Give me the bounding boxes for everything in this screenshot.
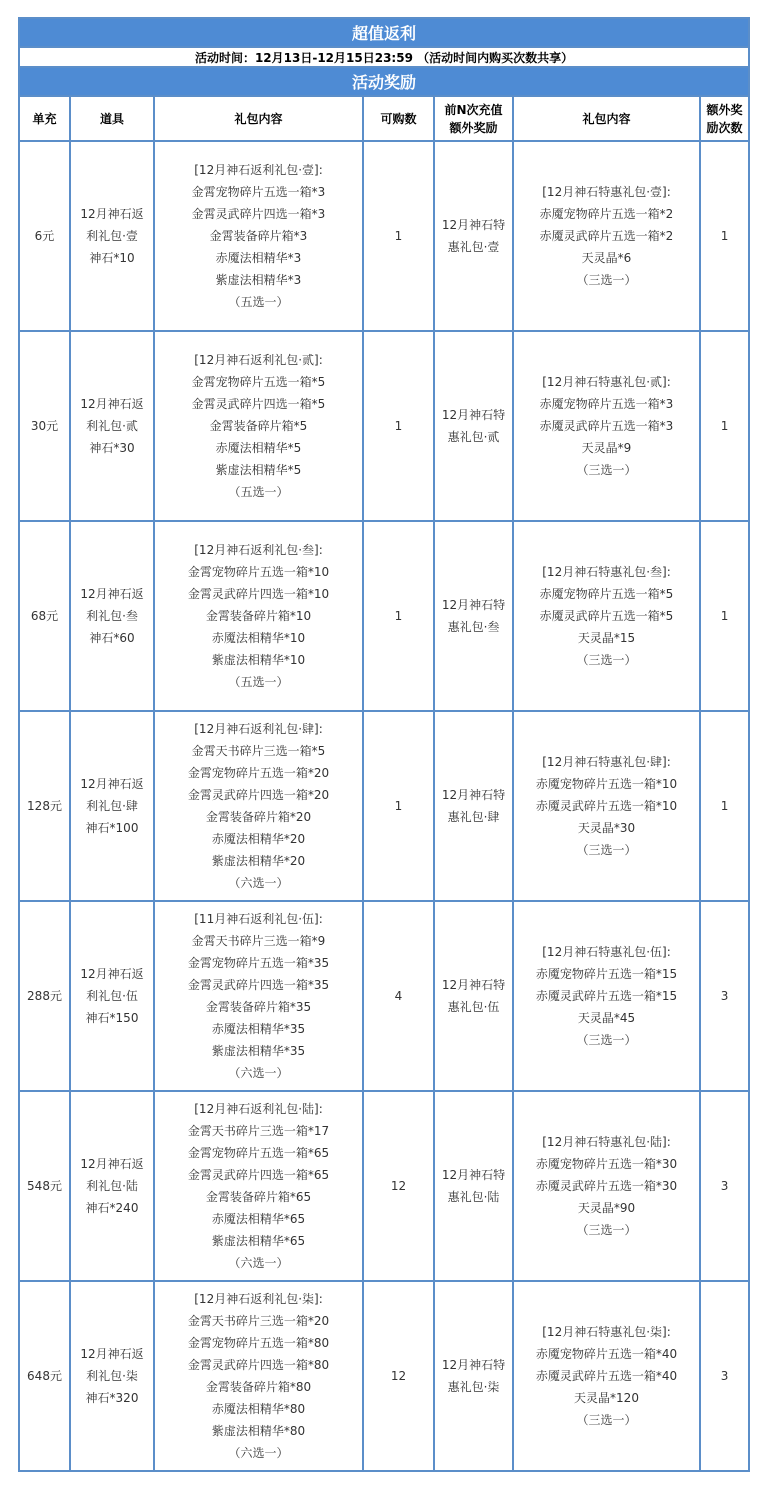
cell-extra-pack-content-line: （三选一） [576,1223,637,1237]
cell-charge: 648元 [19,1281,70,1471]
cell-extra-item [434,521,513,711]
cell-extra-pack-content-line: [12月神石特惠礼包·贰]: [542,375,671,389]
cell-item [70,1091,154,1281]
cell-pack-content-line: 金霄装备碎片箱*10 [205,609,312,623]
cell-pack-content [154,1091,363,1281]
cell-extra-item-line: 12月神石特 [441,978,506,992]
cell-pack-content-line: [12月神石返利礼包·贰]: [194,353,323,367]
cell-extra-pack-content [513,521,700,711]
table-row [19,331,749,521]
cell-pack-content-line: 金霄天书碎片三选一箱*20 [187,1314,330,1328]
cell-pack-content-line: 金霄宠物碎片五选一箱*35 [187,956,330,970]
cell-item-line: 利礼包·柒 [86,1369,138,1383]
cell-extra-pack-content-line: [12月神石特惠礼包·肆]: [542,755,671,769]
cell-extra-pack-content-line: 赤魇灵武碎片五选一箱*5 [539,609,674,623]
cell-extra-pack-content-line: （三选一） [576,1413,637,1427]
cell-extra-pack-content [513,711,700,901]
cell-item [70,901,154,1091]
cell-pack-content-line: 紫虚法相精华*5 [215,463,302,477]
cell-extra-pack-content [513,1281,700,1471]
cell-item-line: 12月神石返 [80,1347,144,1361]
header-item: 道具 [70,96,154,141]
cell-pack-content-line: 金霄宠物碎片五选一箱*80 [187,1336,330,1350]
cell-pack-content-line: 紫虚法相精华*3 [215,273,302,287]
cell-extra-item-line: 惠礼包·壹 [447,240,500,254]
cell-pack-content-line: 赤魇法相精华*35 [211,1022,306,1036]
cell-item [70,711,154,901]
cell-item-line: 神石*150 [85,1011,139,1025]
cell-pack-content [154,331,363,521]
banner-title: 超值返利 [19,18,749,47]
cell-item-line: 12月神石返 [80,967,144,981]
cell-charge: 6元 [19,141,70,331]
cell-extra-times: 1 [700,521,749,711]
cell-extra-times: 1 [700,331,749,521]
cell-pack-content-line: 金霄灵武碎片四选一箱*20 [187,788,330,802]
cell-buyable: 12 [363,1091,434,1281]
cell-buyable: 1 [363,141,434,331]
cell-item-line: 利礼包·壹 [86,229,138,243]
cell-pack-content-line: [12月神石返利礼包·壹]: [194,163,323,177]
cell-pack-content-line: （六选一） [228,876,289,890]
cell-extra-item-line: 12月神石特 [441,218,506,232]
cell-extra-pack-content [513,331,700,521]
cell-charge: 548元 [19,1091,70,1281]
cell-extra-pack-content-line: 天灵晶*9 [581,441,632,455]
cell-item-line: 神石*240 [85,1201,139,1215]
cell-extra-item-line: 12月神石特 [441,788,506,802]
table-row [19,901,749,1091]
cell-extra-pack-content-line: [12月神石特惠礼包·陆]: [542,1135,671,1149]
cell-item-line: 利礼包·叁 [86,609,138,623]
cell-pack-content-line: [12月神石返利礼包·肆]: [194,722,323,736]
cell-pack-content-line: （六选一） [228,1446,289,1460]
cell-extra-times: 1 [700,711,749,901]
cell-pack-content-line: 赤魇法相精华*5 [215,441,302,455]
cell-pack-content-line: 金霄天书碎片三选一箱*17 [187,1124,330,1138]
cell-item-line: 利礼包·伍 [86,989,138,1003]
cell-pack-content-line: 金霄宠物碎片五选一箱*5 [191,375,326,389]
cell-extra-item-line: 惠礼包·柒 [447,1380,500,1394]
cell-extra-pack-content-line: 赤魇灵武碎片五选一箱*15 [535,989,678,1003]
cell-pack-content-line: 金霄装备碎片箱*20 [205,810,312,824]
cell-extra-item-line: 惠礼包·贰 [447,430,500,444]
table-row [19,1281,749,1471]
cell-item-line: 神石*10 [89,251,135,265]
cell-item-line: 利礼包·贰 [86,419,138,433]
table-header-row [19,96,749,141]
cell-pack-content-line: 金霄装备碎片箱*35 [205,1000,312,1014]
rebate-table [18,17,750,1472]
cell-extra-times: 3 [700,1281,749,1471]
cell-pack-content-line: （五选一） [228,675,289,689]
cell-pack-content-line: [12月神石返利礼包·柒]: [194,1292,323,1306]
header-extra-reward [434,96,513,141]
cell-extra-pack-content-line: 赤魇宠物碎片五选一箱*10 [535,777,678,791]
header-extra-times [700,96,749,141]
cell-extra-pack-content-line: 赤魇宠物碎片五选一箱*3 [539,397,674,411]
table-row [19,1091,749,1281]
cell-pack-content-line: （六选一） [228,1256,289,1270]
cell-extra-pack-content-line: 天灵晶*45 [577,1011,636,1025]
cell-extra-pack-content [513,141,700,331]
cell-extra-item-line: 12月神石特 [441,408,506,422]
cell-item [70,1281,154,1471]
cell-extra-times: 3 [700,1091,749,1281]
cell-pack-content-line: 金霄灵武碎片四选一箱*35 [187,978,330,992]
cell-extra-pack-content-line: （三选一） [576,1033,637,1047]
cell-extra-item-line: 惠礼包·叁 [447,620,500,634]
cell-pack-content [154,521,363,711]
cell-extra-pack-content-line: 赤魇宠物碎片五选一箱*5 [539,587,674,601]
cell-extra-pack-content-line: 赤魇宠物碎片五选一箱*30 [535,1157,678,1171]
cell-pack-content-line: 金霄灵武碎片四选一箱*80 [187,1358,330,1372]
cell-pack-content-line: 赤魇法相精华*10 [211,631,306,645]
cell-pack-content-line: 金霄宠物碎片五选一箱*10 [187,565,330,579]
cell-pack-content-line: [11月神石返利礼包·伍]: [194,912,323,926]
cell-charge: 288元 [19,901,70,1091]
cell-item-line: 利礼包·陆 [86,1179,138,1193]
header-extra-reward-line1: 前N次充值 [444,102,503,117]
promo-table-container [18,17,748,1472]
cell-extra-times: 3 [700,901,749,1091]
cell-extra-pack-content-line: （三选一） [576,653,637,667]
cell-pack-content-line: [12月神石返利礼包·陆]: [194,1102,323,1116]
header-extra-times-line1: 额外奖 [706,102,743,117]
cell-pack-content-line: 赤魇法相精华*65 [211,1212,306,1226]
cell-pack-content [154,711,363,901]
cell-extra-pack-content-line: （三选一） [576,273,637,287]
cell-buyable: 1 [363,711,434,901]
cell-pack-content-line: 金霄灵武碎片四选一箱*5 [191,397,326,411]
cell-pack-content-line: [12月神石返利礼包·叁]: [194,543,323,557]
cell-pack-content-line: 紫虚法相精华*10 [211,653,306,667]
cell-extra-item-line: 惠礼包·肆 [447,810,500,824]
cell-extra-pack-content-line: 天灵晶*6 [581,251,632,265]
header-extra-reward-line2: 额外奖励 [449,120,498,135]
cell-pack-content-line: 紫虚法相精华*80 [211,1424,306,1438]
activity-time: 活动时间：12月13日-12月15日23:59 （活动时间内购买次数共享） [19,47,749,67]
cell-extra-item-line: 12月神石特 [441,1358,506,1372]
cell-item [70,331,154,521]
cell-item-line: 神石*100 [85,821,139,835]
cell-extra-pack-content-line: 天灵晶*30 [577,821,636,835]
cell-item-line: 利礼包·肆 [86,799,138,813]
cell-item [70,521,154,711]
cell-item-line: 12月神石返 [80,587,144,601]
cell-pack-content-line: 赤魇法相精华*3 [215,251,302,265]
cell-extra-item-line: 12月神石特 [441,598,506,612]
cell-extra-item [434,1091,513,1281]
cell-pack-content-line: 金霄宠物碎片五选一箱*3 [191,185,326,199]
cell-buyable: 12 [363,1281,434,1471]
table-row [19,141,749,331]
cell-pack-content [154,141,363,331]
cell-item-line: 12月神石返 [80,397,144,411]
cell-pack-content-line: （五选一） [228,295,289,309]
cell-pack-content-line: 金霄装备碎片箱*65 [205,1190,312,1204]
cell-extra-pack-content-line: 赤魇灵武碎片五选一箱*30 [535,1179,678,1193]
cell-extra-pack-content-line: 赤魇宠物碎片五选一箱*15 [535,967,678,981]
cell-extra-item [434,901,513,1091]
table-row [19,711,749,901]
cell-extra-pack-content [513,1091,700,1281]
cell-item-line: 12月神石返 [80,777,144,791]
cell-extra-pack-content-line: 赤魇灵武碎片五选一箱*3 [539,419,674,433]
cell-extra-pack-content-line: 天灵晶*120 [574,1391,639,1405]
cell-buyable: 4 [363,901,434,1091]
cell-pack-content-line: 金霄天书碎片三选一箱*5 [191,744,326,758]
cell-pack-content [154,901,363,1091]
cell-pack-content-line: 金霄天书碎片三选一箱*9 [191,934,326,948]
cell-pack-content-line: 金霄灵武碎片四选一箱*10 [187,587,330,601]
cell-pack-content-line: （六选一） [228,1066,289,1080]
cell-extra-pack-content-line: 赤魇灵武碎片五选一箱*40 [535,1369,678,1383]
cell-extra-pack-content-line: 赤魇宠物碎片五选一箱*40 [535,1347,678,1361]
cell-extra-pack-content [513,901,700,1091]
cell-extra-pack-content-line: 天灵晶*15 [577,631,636,645]
section-title: 活动奖励 [19,67,749,96]
cell-extra-item-line: 12月神石特 [441,1168,506,1182]
cell-charge: 68元 [19,521,70,711]
cell-extra-pack-content-line: [12月神石特惠礼包·伍]: [542,945,671,959]
cell-charge: 30元 [19,331,70,521]
cell-extra-item [434,1281,513,1471]
cell-pack-content-line: 金霄装备碎片箱*5 [209,419,308,433]
cell-pack-content-line: 金霄装备碎片箱*80 [205,1380,312,1394]
cell-buyable: 1 [363,331,434,521]
cell-pack-content-line: 金霄宠物碎片五选一箱*20 [187,766,330,780]
cell-pack-content-line: 赤魇法相精华*20 [211,832,306,846]
cell-buyable: 1 [363,521,434,711]
cell-extra-item [434,711,513,901]
cell-extra-pack-content-line: 天灵晶*90 [577,1201,636,1215]
cell-pack-content-line: 金霄灵武碎片四选一箱*3 [191,207,326,221]
cell-pack-content-line: 金霄装备碎片箱*3 [209,229,308,243]
cell-extra-pack-content-line: [12月神石特惠礼包·壹]: [542,185,671,199]
cell-extra-pack-content-line: 赤魇宠物碎片五选一箱*2 [539,207,674,221]
cell-item [70,141,154,331]
cell-charge: 128元 [19,711,70,901]
cell-pack-content-line: 金霄宠物碎片五选一箱*65 [187,1146,330,1160]
cell-extra-item-line: 惠礼包·陆 [447,1190,500,1204]
cell-extra-item [434,141,513,331]
cell-extra-pack-content-line: [12月神石特惠礼包·柒]: [542,1325,671,1339]
cell-pack-content-line: 赤魇法相精华*80 [211,1402,306,1416]
cell-extra-item [434,331,513,521]
table-row [19,521,749,711]
cell-item-line: 神石*320 [85,1391,139,1405]
header-charge: 单充 [19,96,70,141]
cell-extra-pack-content-line: （三选一） [576,843,637,857]
cell-extra-pack-content-line: （三选一） [576,463,637,477]
cell-pack-content-line: 金霄灵武碎片四选一箱*65 [187,1168,330,1182]
cell-item-line: 神石*60 [89,631,135,645]
cell-pack-content-line: 紫虚法相精华*35 [211,1044,306,1058]
header-extra-pack-content: 礼包内容 [513,96,700,141]
header-pack-content: 礼包内容 [154,96,363,141]
header-extra-times-line2: 励次数 [706,120,743,135]
cell-item-line: 12月神石返 [80,1157,144,1171]
cell-extra-item-line: 惠礼包·伍 [447,1000,500,1014]
cell-extra-times: 1 [700,141,749,331]
cell-item-line: 神石*30 [89,441,135,455]
cell-extra-pack-content-line: [12月神石特惠礼包·叁]: [542,565,671,579]
cell-pack-content-line: 紫虚法相精华*65 [211,1234,306,1248]
cell-extra-pack-content-line: 赤魇灵武碎片五选一箱*10 [535,799,678,813]
cell-extra-pack-content-line: 赤魇灵武碎片五选一箱*2 [539,229,674,243]
cell-pack-content [154,1281,363,1471]
cell-item-line: 12月神石返 [80,207,144,221]
cell-pack-content-line: （五选一） [228,485,289,499]
header-buyable: 可购数 [363,96,434,141]
cell-pack-content-line: 紫虚法相精华*20 [211,854,306,868]
